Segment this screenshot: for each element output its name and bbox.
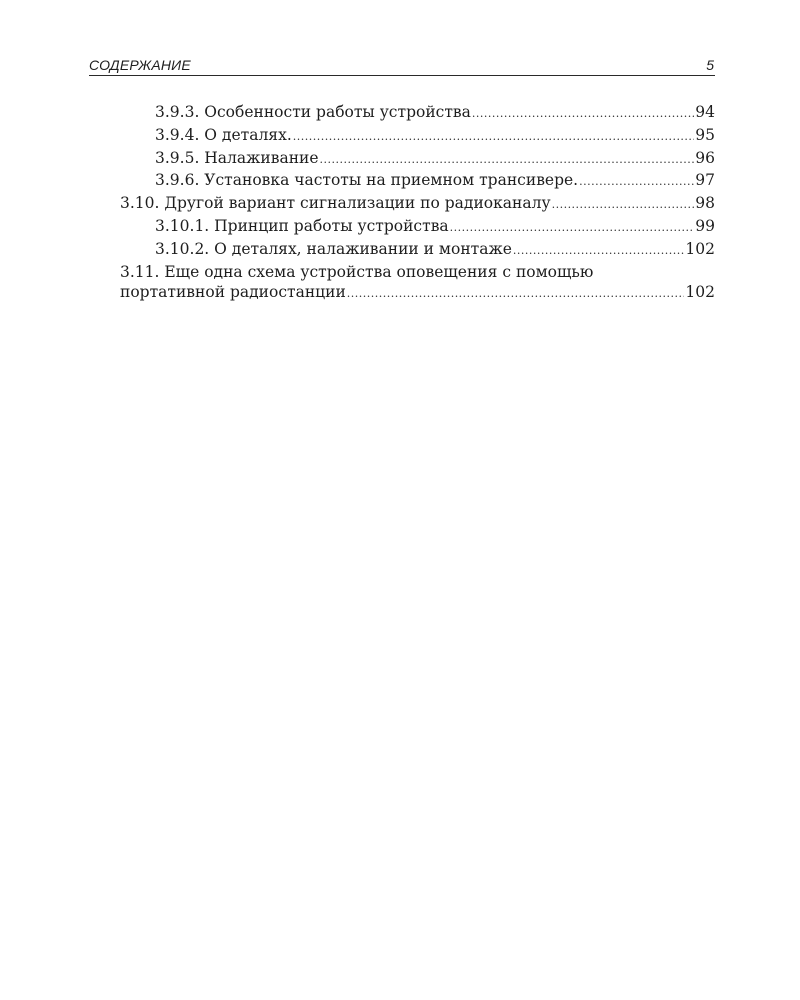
toc-entry-3-9-4[interactable] (120, 125, 715, 148)
toc-entry-page: 99 (695, 216, 715, 235)
running-header (89, 56, 715, 76)
toc-entry-title: 3.10.1. Принцип работы устройства (155, 216, 449, 235)
toc-entry-page: 94 (695, 103, 715, 121)
toc-entry-3-9-5[interactable] (120, 148, 715, 171)
dot-leader (320, 150, 695, 171)
toc-entry-page: 96 (695, 148, 715, 167)
toc-entry-3-11[interactable] (120, 262, 715, 306)
toc-entry-3-10[interactable] (120, 193, 715, 216)
toc-entry-title: 3.9.3. Особенности работы устройства (155, 103, 471, 121)
toc-entry-page: 102 (685, 239, 715, 258)
toc-entry-title: 3.10. Другой вариант сигнализации по радиоканалу (120, 194, 551, 213)
toc-entry-3-10-1[interactable] (120, 216, 715, 239)
toc-entry-title: 3.10.2. О деталях, налаживании и монтаже (155, 239, 512, 258)
toc-entry-title: 3.9.6. Установка частоты на приемном трансивере. (155, 171, 579, 190)
toc-entry-3-10-2[interactable] (120, 239, 715, 262)
dot-leader (552, 195, 695, 216)
table-of-contents (120, 102, 715, 305)
toc-entry-3-9-6[interactable] (120, 170, 715, 193)
toc-entry-title: 3.9.4. О деталях. (155, 125, 292, 144)
toc-entry-title: 3.9.5. Налаживание (155, 148, 319, 167)
header-page-number: 5 (706, 57, 714, 73)
toc-entry-title: 3.11. Еще одна схема устройства оповещения с помощью (120, 262, 594, 281)
dot-leader (579, 172, 694, 193)
header-title: СОДЕРЖАНИЕ (89, 57, 191, 73)
dot-leader (293, 127, 695, 148)
toc-entry-page: 97 (695, 171, 715, 190)
toc-entry-page: 102 (685, 283, 715, 302)
toc-entry-3-9-3[interactable] (120, 102, 715, 125)
dot-leader (472, 104, 694, 125)
dot-leader (513, 241, 685, 262)
dot-leader (450, 218, 695, 239)
toc-entry-title-continued: портативной радиостанции (120, 283, 346, 302)
toc-entry-page: 98 (695, 194, 715, 213)
toc-entry-page: 95 (695, 125, 715, 144)
dot-leader (347, 284, 685, 305)
